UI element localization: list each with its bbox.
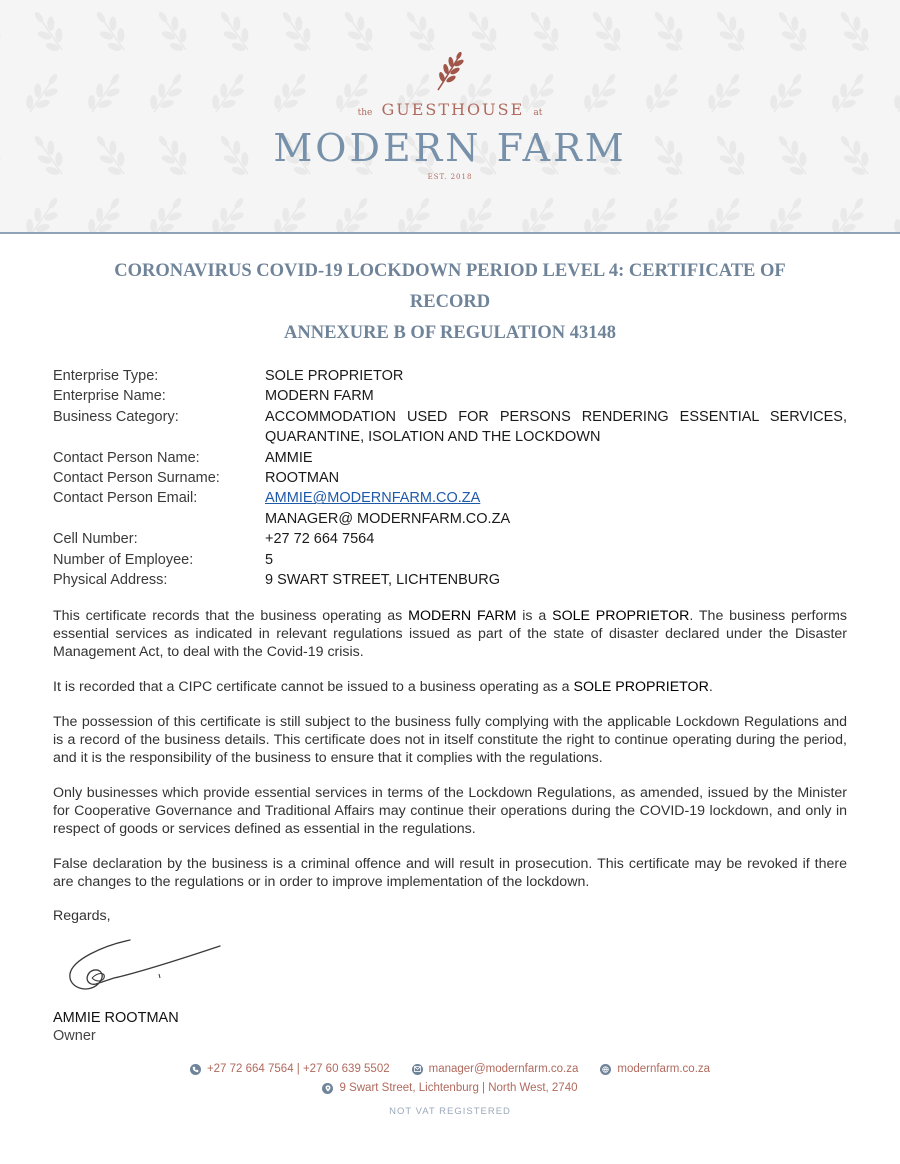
regards-text: Regards, — [53, 908, 111, 924]
established-year: EST. 2018 — [427, 173, 473, 181]
leaf-motif — [19, 191, 66, 232]
field-label: Enterprise Name: — [53, 388, 166, 405]
field-cell-number — [53, 529, 847, 549]
tagline-guesthouse: GUESTHOUSE — [381, 100, 525, 119]
header-divider — [0, 232, 900, 234]
leaf-motif — [645, 5, 692, 57]
title-line-1: CORONAVIRUS COVID-19 LOCKDOWN PERIOD LEVEL 4: CERTIFICATE OF — [114, 261, 786, 281]
leaf-motif — [577, 191, 624, 232]
leaf-motif — [87, 5, 134, 57]
field-contact-surname — [53, 468, 847, 488]
wheat-sprig-icon — [432, 52, 468, 92]
field-value: ACCOMMODATION USED FOR PERSONS RENDERING ESSENTIAL SERVICES, QUARANTINE, ISOLATION AND THE LOCKDOWN — [265, 408, 847, 446]
field-address — [53, 570, 847, 590]
signer-role: Owner — [53, 1028, 96, 1044]
leaf-motif — [267, 191, 314, 232]
footer-address — [322, 1082, 577, 1094]
business-type-highlight: SOLE PROPRIETOR — [552, 608, 690, 624]
paragraph-3: The possession of this certificate is still subject to the business fully complying with the applicable Lockdown Regulations and is a record of the business details. This certificate does not in itself constitute the right to continue operating during the period, and it is the responsibility of the business to ensure that it complies with the regulations. — [53, 714, 847, 766]
leaf-motif — [391, 191, 438, 232]
guesthouse-tagline — [0, 100, 900, 119]
footer-address-row — [0, 1082, 900, 1095]
letterhead — [0, 0, 900, 233]
email-link[interactable]: AMMIE@MODERNFARM.CO.ZA — [265, 490, 481, 507]
leaf-motif — [769, 5, 816, 57]
leaf-motif — [149, 5, 196, 57]
field-label: Number of Employee: — [53, 551, 194, 568]
phone-icon — [190, 1064, 201, 1075]
leaf-motif — [763, 191, 810, 232]
handwritten-signature — [62, 932, 227, 1002]
tagline-the: the — [357, 108, 373, 118]
signer-name: AMMIE ROOTMAN — [53, 1010, 179, 1026]
text-run: is a — [516, 608, 553, 624]
brand-name: MODERN FARM — [273, 126, 627, 170]
text-run: This certificate records that the business operating as — [53, 608, 409, 624]
leaf-motif — [521, 5, 568, 57]
footer-contact-row — [0, 1063, 900, 1075]
leaf-motif — [211, 5, 258, 57]
paragraph-1 — [53, 607, 847, 661]
secondary-email: MANAGER@ MODERNFARM.CO.ZA — [265, 510, 511, 527]
text-run: It is recorded that a CIPC certificate cannot be issued to a business operating as a — [53, 679, 574, 695]
leaf-motif — [205, 191, 252, 232]
field-value: AMMIE — [265, 449, 313, 466]
title-line-2: RECORD — [409, 292, 491, 312]
field-enterprise-name — [53, 386, 847, 406]
leaf-motif — [515, 191, 562, 232]
title-line-3: ANNEXURE B OF REGULATION 43148 — [284, 323, 616, 343]
certificate-body — [53, 607, 847, 908]
leaf-motif — [639, 191, 686, 232]
footer-phones — [190, 1063, 390, 1075]
field-value: MODERN FARM — [265, 388, 374, 405]
leaf-motif — [887, 191, 900, 232]
footer-email-text[interactable]: manager@modernfarm.co.za — [428, 1063, 579, 1075]
field-contact-email — [53, 488, 847, 529]
vat-notice: NOT VAT REGISTERED — [389, 1106, 511, 1117]
footer-address-text: 9 Swart Street, Lichtenburg | North West, 2740 — [339, 1082, 578, 1094]
field-employees — [53, 550, 847, 570]
field-value: SOLE PROPRIETOR — [265, 368, 404, 384]
field-contact-name — [53, 448, 847, 468]
field-value: 5 — [265, 551, 274, 568]
tagline-at: at — [533, 108, 543, 118]
business-name-highlight: MODERN FARM — [408, 608, 517, 624]
location-pin-icon — [322, 1083, 333, 1094]
footer-website-text[interactable]: modernfarm.co.za — [617, 1063, 711, 1075]
leaf-motif — [701, 191, 748, 232]
field-value: +27 72 664 7564 — [265, 531, 375, 548]
text-run: . — [708, 679, 713, 695]
field-value — [265, 488, 847, 529]
field-enterprise-type — [53, 366, 847, 386]
paragraph-2 — [53, 678, 847, 696]
footer-website — [600, 1063, 710, 1075]
leaf-motif — [273, 5, 320, 57]
leaf-motif — [143, 191, 190, 232]
leaf-motif — [583, 5, 630, 57]
field-label: Contact Person Email: — [53, 490, 198, 507]
field-label: Contact Person Surname: — [53, 470, 220, 487]
envelope-icon — [412, 1064, 423, 1075]
footer-phone-text: +27 72 664 7564 | +27 60 639 5502 — [206, 1063, 390, 1075]
business-type-highlight: SOLE PROPRIETOR — [573, 679, 709, 695]
paragraph-5: False declaration by the business is a criminal offence and will result in prosecution. This certificate may be revoked if there are changes to the regulations or in order to improve implementation of the lockdown. — [53, 856, 847, 890]
leaf-motif — [707, 5, 754, 57]
paragraph-4: Only businesses which provide essential services in terms of the Lockdown Regulations, as amended, issued by the Minister for Cooperative Governance and Traditional Affairs may continue their operations during the COVID-19 lockdown, and only in respect of goods or services defined as essential in the regulations. — [53, 785, 847, 837]
globe-icon — [600, 1064, 611, 1075]
field-value: 9 SWART STREET, LICHTENBURG — [265, 572, 500, 589]
leaf-motif — [825, 191, 872, 232]
leaf-motif — [329, 191, 376, 232]
text-run: . The business performs essential services as indicated in relevant regulations issued as part of the state of disaster declared under the Disaster Management Act, to deal with the Covid-19 crisis. — [53, 608, 847, 660]
signer-block — [53, 1009, 179, 1045]
leaf-motif — [25, 5, 72, 57]
field-value: ROOTMAN — [265, 470, 340, 487]
field-label: Enterprise Type: — [53, 368, 159, 384]
field-business-category — [53, 407, 847, 448]
field-label: Cell Number: — [53, 531, 138, 548]
leaf-motif — [81, 191, 128, 232]
footer-email — [412, 1063, 579, 1075]
certificate-title — [40, 256, 860, 349]
leaf-motif — [335, 5, 382, 57]
leaf-motif — [453, 191, 500, 232]
leaf-motif — [459, 5, 506, 57]
leaf-motif — [0, 5, 11, 57]
field-label: Physical Address: — [53, 572, 168, 589]
leaf-motif — [397, 5, 444, 57]
field-label: Business Category: — [53, 408, 179, 425]
enterprise-details — [53, 366, 847, 590]
leaf-motif — [831, 5, 878, 57]
field-label: Contact Person Name: — [53, 449, 200, 466]
